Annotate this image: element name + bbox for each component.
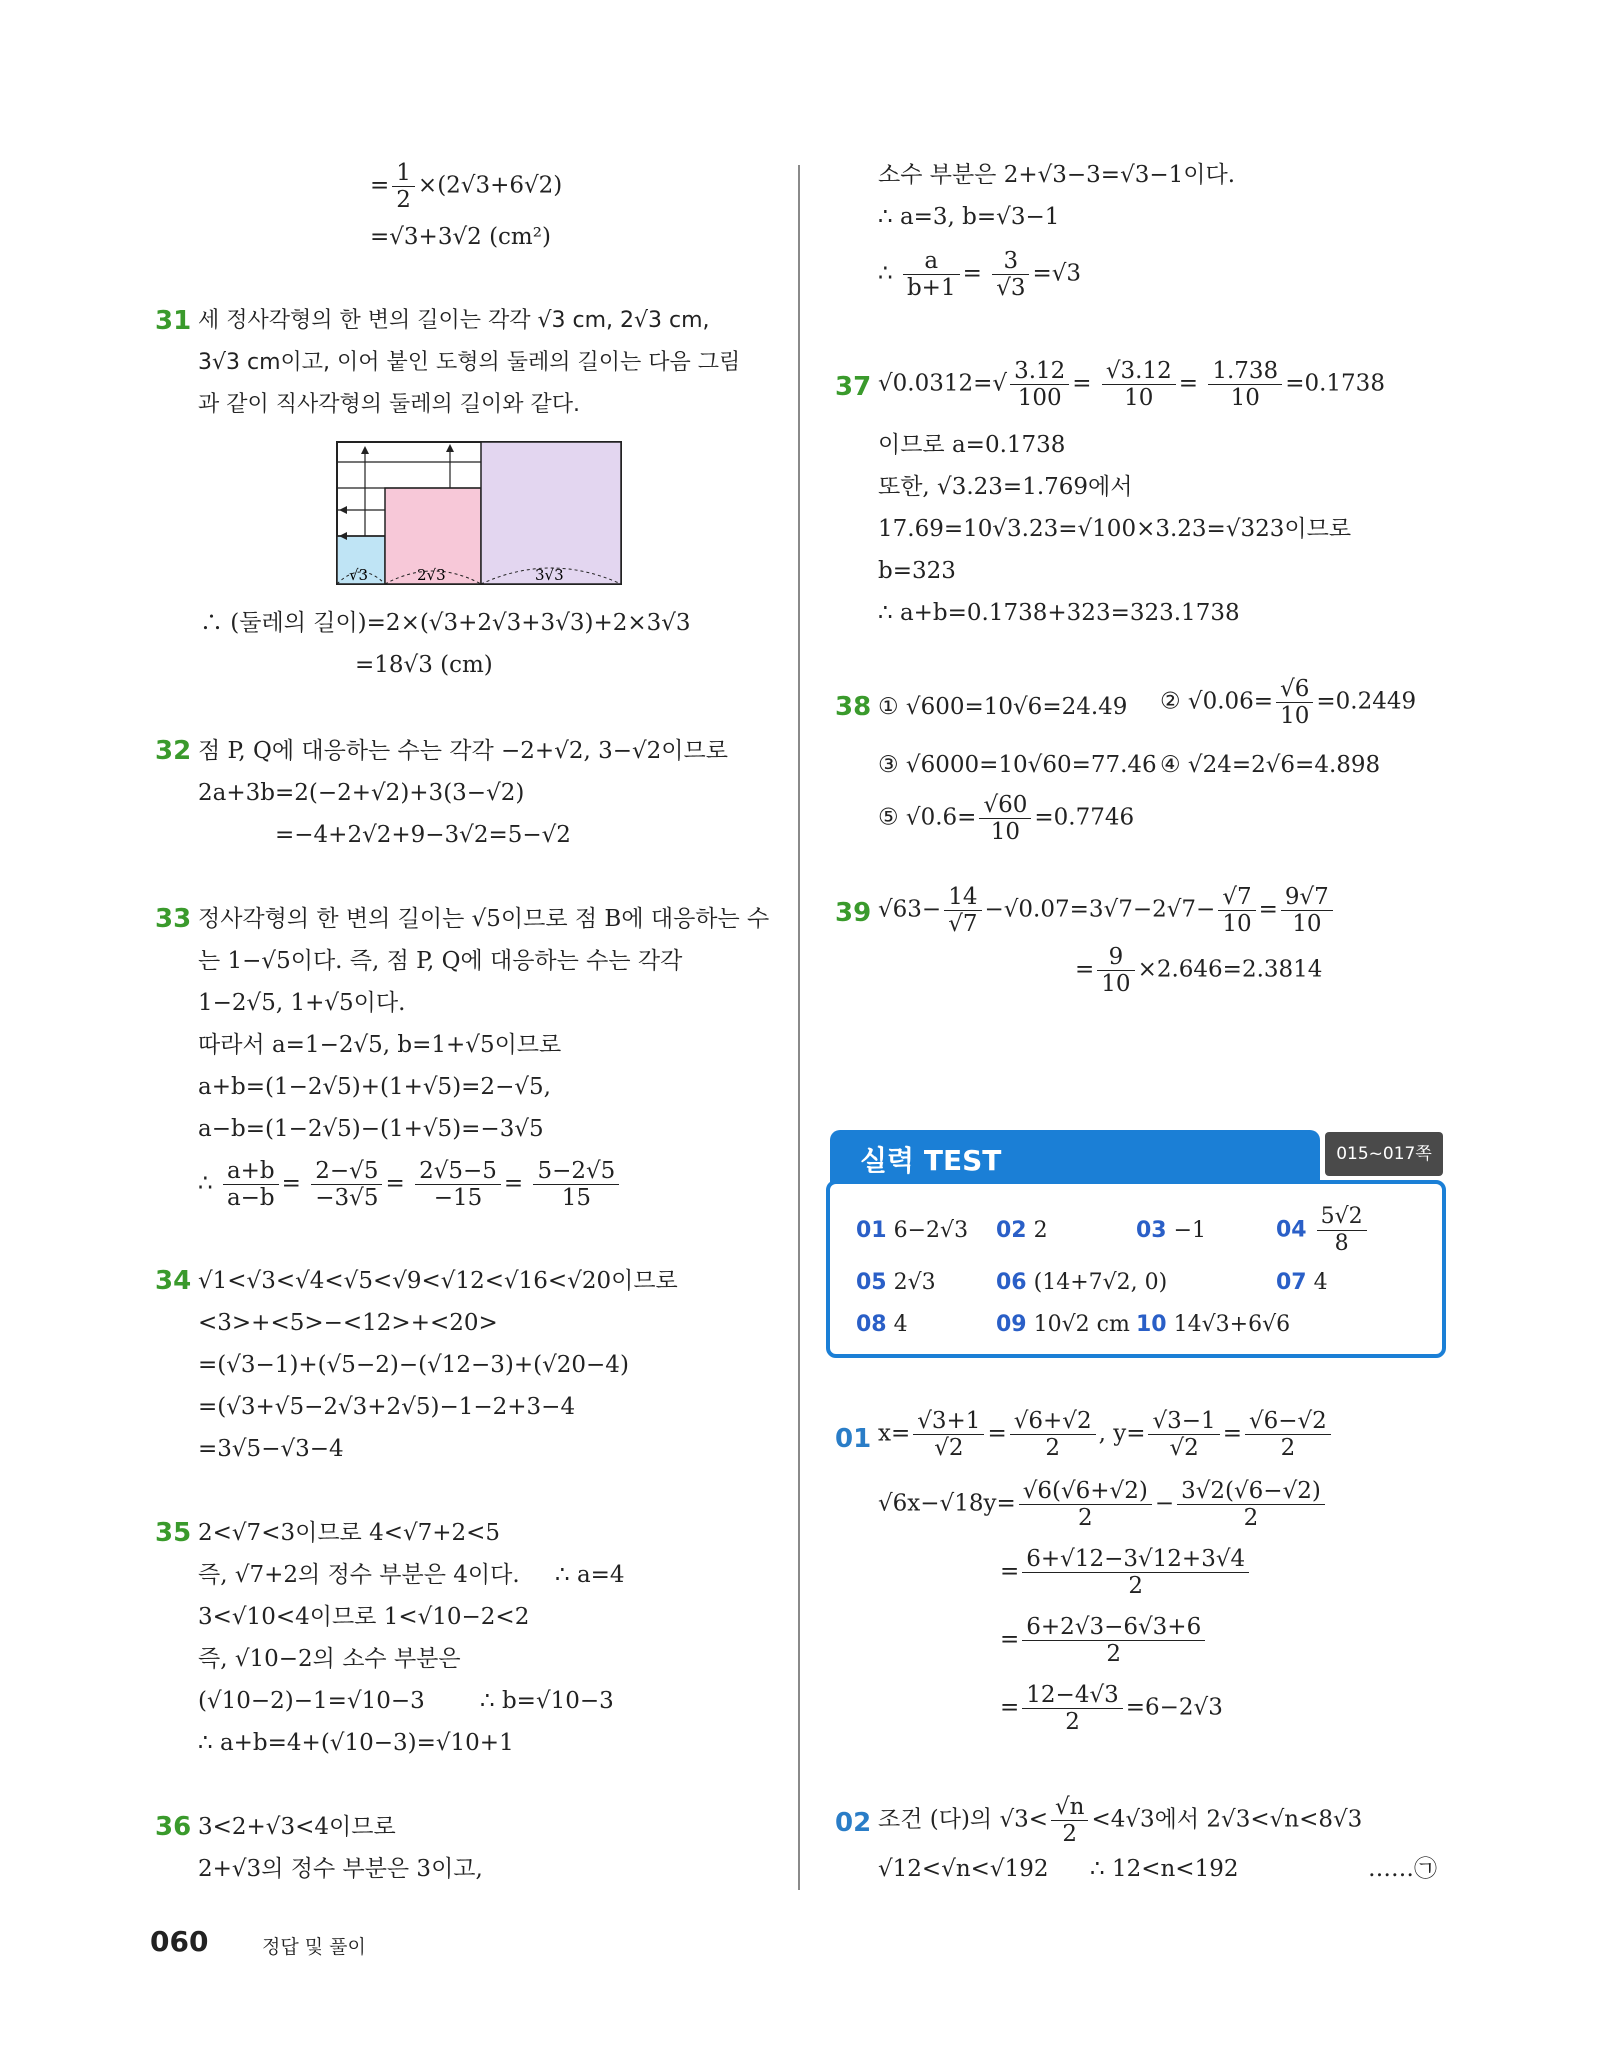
test-answer-01: 01 6−2√3 [856,1218,969,1243]
q35-text-2b: ∴ a=4 [555,1562,625,1588]
s02-line-2: √12<√n<√192 [878,1856,1049,1882]
q34-text-4: =(√3+√5−2√3+2√5)−1−2+3−4 [198,1394,576,1420]
s02-line-2b: ∴ 12<n<192 [1090,1856,1239,1882]
q35-text-1: 2<√7<3이므로 4<√7+2<5 [198,1520,501,1546]
test-answer-09: 09 10√2 cm [996,1312,1130,1337]
s02-line-2c: ……㉠ [1368,1856,1437,1882]
q37-number: 37 [835,372,872,402]
cont-line-1: = $\frac{1}{2}$ ×(2√3+6√2) [370,160,563,213]
q36-number: 36 [155,1812,192,1842]
q35-text-2: 즉, √7+2의 정수 부분은 4이다. [198,1562,520,1588]
test-answer-07: 07 4 [1276,1270,1328,1295]
s02-line-1: 조건 (다)의 √3< $\frac{√n}{2}$ <4√3에서 2√3<√n<8√3 [878,1794,1363,1847]
q34-number: 34 [155,1266,192,1296]
q32-text-2: 2a+3b=2(−2+√2)+3(3−√2) [198,780,525,806]
q35-text-5: (√10−2)−1=√10−3 [198,1688,425,1714]
test-answer-06: 06 (14+7√2, 0) [996,1270,1168,1295]
page-number: 060 [150,1925,209,1958]
q31-text-1: 세 정사각형의 한 변의 길이는 각각 √3 cm, 2√3 cm, [198,308,710,333]
q31-number: 31 [155,306,192,336]
q33-text-4: 따라서 a=1−2√5, b=1+√5이므로 [198,1032,562,1058]
q33-text-2: 는 1−√5이다. 즉, 점 P, Q에 대응하는 수는 각각 [198,948,683,974]
q37-line-1: √0.0312=√ $\frac{3.12}{100}$ = $\frac{√3.12}{10}$ = $\frac{1.738}{10}$ =0.1738 [878,358,1385,411]
q37-text-5: b=323 [878,558,956,584]
q31-result-2: =18√3 (cm) [355,652,493,678]
q35-number: 35 [155,1518,192,1548]
test-answer-08: 08 4 [856,1312,908,1337]
label-a: √3 [349,566,369,584]
q33-number: 33 [155,904,192,934]
q37-text-2: 이므로 a=0.1738 [878,432,1066,458]
s01-line-3: = $\frac{6+√12-3√12+3√4}{2}$ [1000,1546,1252,1599]
q38-ans-3: ③ √6000=10√60=77.46 [878,752,1157,778]
test-answer-02: 02 2 [996,1218,1048,1243]
square-large [481,442,621,584]
q38-ans-1: ① √600=10√6=24.49 [878,694,1128,720]
s01-line-1: x= $\frac{√3+1}{√2}$ = $\frac{√6+√2}{2}$ , y= $\frac{√3-1}{√2}$ = $\frac{√6-√2}{2}$ [878,1408,1334,1461]
s01-number: 01 [835,1424,872,1454]
q36-text-1: 3<2+√3<4이므로 [198,1814,396,1840]
label-c: 3√3 [535,566,564,584]
q31-text-3: 과 같이 직사각형의 둘레의 길이와 같다. [198,392,580,417]
cont-line-2: =√3+3√2 (cm²) [370,224,551,250]
q36c-fraction: ∴ $\frac{a}{b+1}$ = $\frac{3}{√3}$ =√3 [878,248,1082,301]
q35-text-5b: ∴ b=√10−3 [480,1688,614,1714]
test-answer-03: 03 −1 [1136,1218,1207,1243]
test-header [830,1130,1320,1182]
q31-figure [335,440,625,590]
q38-ans-2: ② √0.06= $\frac{√6}{10}$ =0.2449 [1160,676,1417,729]
q37-text-6: ∴ a+b=0.1738+323=323.1738 [878,600,1240,626]
q33-text-5: a+b=(1−2√5)+(1+√5)=2−√5, [198,1074,551,1100]
q33-text-3: 1−2√5, 1+√5이다. [198,990,406,1016]
q33-text-1: 정사각형의 한 변의 길이는 √5이므로 점 B에 대응하는 수 [198,906,770,932]
q31-result-1: ∴ (둘레의 길이)=2×(√3+2√3+3√3)+2×3√3 [200,610,691,636]
test-title: 실력 TEST [860,1144,1002,1177]
footer-label: 정답 및 풀이 [262,1936,366,1958]
q38-number: 38 [835,692,872,722]
q31-text-2: 3√3 cm이고, 이어 붙인 도형의 둘레의 길이는 다음 그림 [198,350,741,375]
q34-text-2: <3>+<5>−<12>+<20> [198,1310,498,1336]
q39-number: 39 [835,898,872,928]
q32-text-1: 점 P, Q에 대응하는 수는 각각 −2+√2, 3−√2이므로 [198,738,728,764]
q36-text-2: 2+√3의 정수 부분은 3이고, [198,1856,483,1882]
q36c-text-2: ∴ a=3, b=√3−1 [878,204,1060,230]
q37-text-4: 17.69=10√3.23=√100×3.23=√323이므로 [878,516,1352,542]
q34-text-5: =3√5−√3−4 [198,1436,344,1462]
q35-text-4: 즉, √10−2의 소수 부분은 [198,1646,461,1672]
s01-line-4: = $\frac{6+2√3-6√3+6}{2}$ [1000,1614,1208,1667]
test-answer-04: 04 $\frac{5√2}{8}$ [1276,1204,1370,1257]
s01-line-2: √6x−√18y= $\frac{√6(√6+√2)}{2}$ − $\frac{3√2(√6-√2)}{2}$ [878,1478,1328,1531]
q35-text-6: ∴ a+b=4+(√10−3)=√10+1 [198,1730,514,1756]
q33-text-6: a−b=(1−2√5)−(1+√5)=−3√5 [198,1116,544,1142]
test-answer-box [826,1180,1446,1358]
q34-text-1: √1<√3<√4<√5<√9<√12<√16<√20이므로 [198,1268,678,1294]
q39-line-2: = $\frac{9}{10}$ ×2.646=2.3814 [1075,944,1323,997]
q34-text-3: =(√3−1)+(√5−2)−(√12−3)+(√20−4) [198,1352,629,1378]
q32-text-3: =−4+2√2+9−3√2=5−√2 [275,822,571,848]
test-page-range: 015~017쪽 [1325,1132,1443,1176]
q39-line-1: √63− $\frac{14}{√7}$ −√0.07=3√7−2√7− $\frac{√7}{10}$ = $\frac{9√7}{10}$ [878,884,1336,937]
label-b: 2√3 [417,566,446,584]
q38-ans-5: ⑤ √0.6= $\frac{√60}{10}$ =0.7746 [878,792,1135,845]
q35-text-3: 3<√10<4이므로 1<√10−2<2 [198,1604,530,1630]
s01-line-5: = $\frac{12-4√3}{2}$ =6−2√3 [1000,1682,1223,1735]
q37-text-3: 또한, √3.23=1.769에서 [878,474,1133,500]
q33-fraction-line: ∴ $\frac{a+b}{a-b}$ = $\frac{2-√5}{-3√5}$ = $\frac{2√5-5}{-15}$ = $\frac{5-2√5}{15}$ [198,1158,622,1211]
s02-number: 02 [835,1808,872,1838]
test-answer-10: 10 14√3+6√6 [1136,1312,1291,1337]
test-answer-05: 05 2√3 [856,1270,936,1295]
q38-ans-4: ④ √24=2√6=4.898 [1160,752,1381,778]
column-divider [798,165,800,1890]
q36c-text-1: 소수 부분은 2+√3−3=√3−1이다. [878,162,1236,188]
q32-number: 32 [155,736,192,766]
